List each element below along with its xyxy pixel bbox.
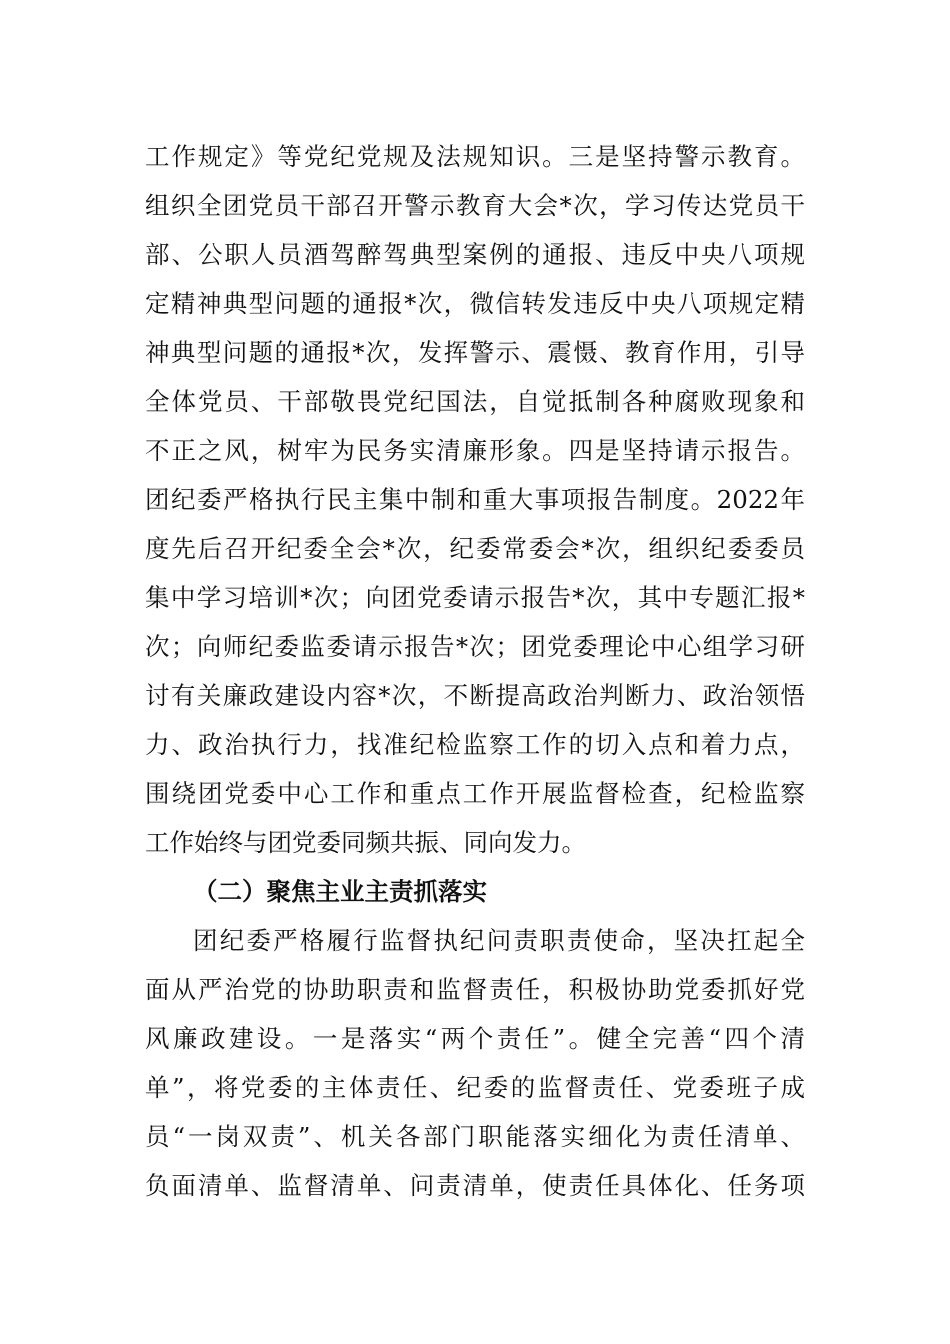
paragraph-1-line-4: 定精神典型问题的通报*次，微信转发违反中央八项规定精 <box>145 289 805 318</box>
paragraph-1-line-5: 神典型问题的通报*次，发挥警示、震慑、教育作用，引导 <box>145 338 805 367</box>
paragraph-1-line-9: 度先后召开纪委全会*次，纪委常委会*次，组织纪委委员 <box>145 534 805 563</box>
paragraph-1-line-14: 围绕团党委中心工作和重点工作开展监督检查，纪检监察 <box>145 779 805 808</box>
paragraph-1-line-15: 工作始终与团党委同频共振、同向发力。 <box>145 828 586 857</box>
paragraph-1-line-10: 集中学习培训*次；向团党委请示报告*次，其中专题汇报* <box>145 583 805 612</box>
paragraph-1-line-13: 力、政治执行力，找准纪检监察工作的切入点和着力点， <box>145 730 805 759</box>
paragraph-1-line-8: 团纪委严格执行民主集中制和重大事项报告制度。2022年 <box>145 485 805 514</box>
paragraph-1-line-6: 全体党员、干部敬畏党纪国法，自觉抵制各种腐败现象和 <box>145 387 805 416</box>
paragraph-2-line-4: 单”，将党委的主体责任、纪委的监督责任、党委班子成 <box>145 1073 805 1102</box>
paragraph-1-line-3: 部、公职人员酒驾醉驾典型案例的通报、违反中央八项规 <box>145 240 805 269</box>
paragraph-1-line-11: 次；向师纪委监委请示报告*次；团党委理论中心组学习研 <box>145 632 805 661</box>
paragraph-2-line-1: 团纪委严格履行监督执纪问责职责使命，坚决扛起全 <box>193 926 805 955</box>
paragraph-1-line-1: 工作规定》等党纪党规及法规知识。三是坚持警示教育。 <box>145 142 805 171</box>
paragraph-1-line-2: 组织全团党员干部召开警示教育大会*次，学习传达党员干 <box>145 191 805 220</box>
paragraph-2-line-6: 负面清单、监督清单、问责清单，使责任具体化、任务项 <box>145 1171 805 1200</box>
section-heading: （二）聚焦主业主责抓落实 <box>193 877 487 906</box>
paragraph-2-line-5: 员“一岗双责”、机关各部门职能落实细化为责任清单、 <box>145 1122 805 1151</box>
paragraph-2-line-2: 面从严治党的协助职责和监督责任，积极协助党委抓好党 <box>145 975 805 1004</box>
paragraph-1-line-12: 讨有关廉政建设内容*次，不断提高政治判断力、政治领悟 <box>145 681 805 710</box>
paragraph-2-line-3: 风廉政建设。一是落实“两个责任”。健全完善“四个清 <box>145 1024 805 1053</box>
paragraph-1-line-7: 不正之风，树牢为民务实清廉形象。四是坚持请示报告。 <box>145 436 805 465</box>
